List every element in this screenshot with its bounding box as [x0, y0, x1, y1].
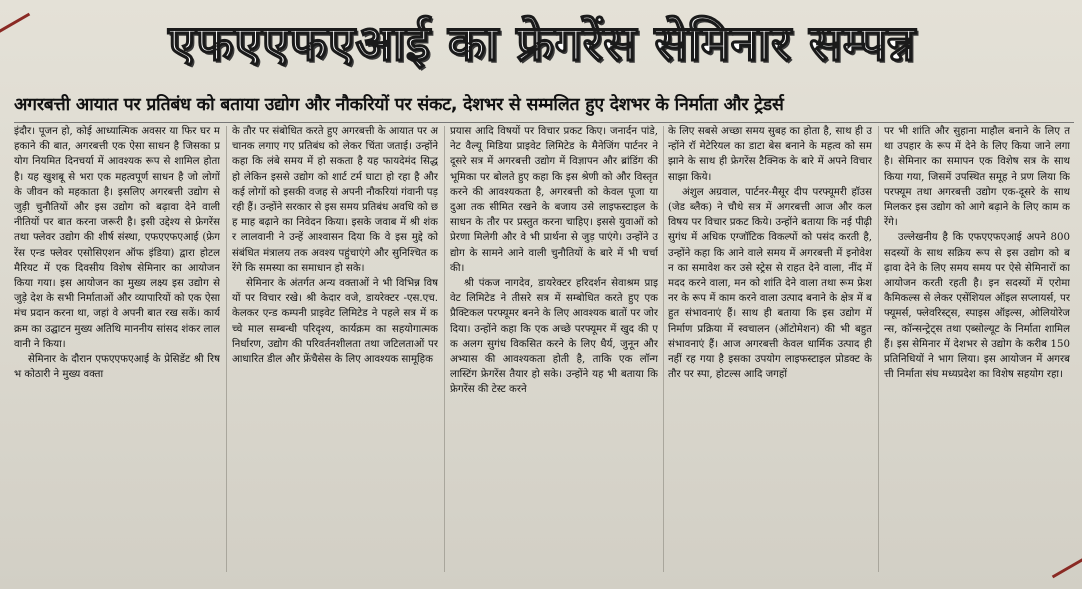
column-paragraph: श्री पंकज नागदेव, डायरेक्टर हरिदर्शन सेवाश्रम प्राइवेट लिमिटेड ने तीसरे सत्र में सम्बोधित करते हुए एक प्रैक्टिकल परफ्यूमर बनने के लिए आवश्यक बातों पर जोर दिया। उन्होंने कहा कि एक अच्छे परफ्यूमर में खुद की एक अलग सुगंध विकसित करने के लिए धैर्य, जुनून और अभ्यास की आवश्यकता होती है, ताकि एक लॉन्ग लास्टिंग फ्रेगरेंस तैयार हो सके। उन्होंने यह भी बताया कि फ्रेगरेंस की टेस्ट करने [450, 278, 658, 396]
column-paragraph: के लिए सबसे अच्छा समय सुबह का होता है, साथ ही उन्होंने रॉ मेटेरियल का डाटा बेस बनाने के महत्व को समझाने के साथ ही फ्रेगरेंस टैक्निक के बारे में अपने विचार साझा किये। [668, 126, 872, 183]
article-column-1 [14, 124, 220, 574]
column-paragraph: के तौर पर संबोधित करते हुए अगरबत्ती के आयात पर अचानक लगाए गए प्रतिबंध को लेकर चिंता जताई। उन्होंने कहा कि लंबे समय में हो सकता है यह फायदेमंद सिद्ध हो लेकिन इससे उद्योग को शार्ट टर्म घाटा हो रहा है और कई लोगों को इसकी वजह से अपनी नौकरियां गंवानी पड़ रही हैं। उन्होंने सरकार से इस समय प्रतिबंध अवधि को छह माह बढ़ाने का निवेदन किया। इसके जवाब में श्री शंकर लालवानी ने उन्हें आश्वासन दिया कि वे इस मुद्दे को संबंधित मंत्रालय तक अवश्य पहुंचाएंगे और सुनिश्चित करेंगे कि समस्या का समाधान हो सके। [232, 126, 438, 274]
divider [14, 122, 1074, 123]
column-divider [226, 126, 227, 572]
article-column-2 [232, 124, 438, 574]
headline: एफएएफएआई का फ्रेगरेंस सेमिनार सम्पन्न [168, 15, 916, 72]
column-paragraph: पर भी शांति और सुहाना माहौल बनाने के लिए तथा उपहार के रूप में देने के लिए किया जाने लगा है। सेमिनार का समापन एक विशेष सत्र के साथ किया गया, जिसमें उपस्थित समूह ने प्रण लिया कि परफ्यूम तथा अगरबत्ती उद्योग एक-दूसरे के साथ मिलकर इस उद्योग को आगे बढ़ाने के लिए काम करेंगे। [884, 126, 1070, 229]
column-paragraph: इंदौर। पूजन हो, कोई आध्यात्मिक अवसर या फिर घर महकाने की बात, अगरबत्ती एक ऐसा साधन है जिसका प्रयोग नियमित दिनचर्या में आवश्यक रूप से शामिल होता है। यह खुशबू से भरा एक महत्वपूर्ण साधन है जो लोगों के जीवन को महकाता है। इसलिए अगरबत्ती उद्योग से जुड़ी चुनौतियों और इस उद्योग को बढ़ावा देने वाली नीतियों पर बात करना जरूरी है। इसी उद्देश्य से फ्रेगरेंस तथा फ्लेवर उद्योग की शीर्ष संस्था, एफएएफएआई (फ्रेगरेंस एन्ड फ्लेवर एसोसिएशन ऑफ इंडिया) द्वारा होटल मैरियट में एक दिवसीय विशेष सेमिनार का आयोजन किया गया। इस आयोजन का मुख्य लक्ष्य इस उद्योग से जुड़े देश के सभी निर्माताओं और व्यापारियों को एक ऐसा मंच प्रदान करना था, जहां वे अपनी बात रख सकें। कार्यक्रम का उद्घाटन मुख्य अतिथि माननीय सांसद शंकर लालवानी ने किया। [14, 126, 220, 350]
article-column-4 [668, 124, 872, 574]
subheadline: अगरबत्ती आयात पर प्रतिबंध को बताया उद्योग और नौकरियों पर संकट, देशभर से सम्मलित हुए देशभर के निर्माता और ट्रेडर्स [14, 95, 784, 115]
column-divider [878, 126, 879, 572]
article-column-5 [884, 124, 1070, 574]
column-paragraph: प्रयास आदि विषयों पर विचार प्रकट किए। जनार्दन पांडे, नेट वैल्यू मिडिया प्राइवेट लिमिटेड के मैनेजिंग पार्टनर ने दूसरे सत्र में अगरबत्ती उद्योग में विज्ञापन और ब्रांडिंग की भूमिका पर बोलते हुए कहा कि इस श्रेणी को और विस्तृत करने की आवश्यकता है, अगरबत्ती को केवल पूजा या दुआ तक सीमित रखने के बजाय उसे लाइफस्टाइल के साधन के तौर पर प्रस्तुत करना चाहिए। इससे युवाओं को प्रेरणा मिलेगी और वे भी प्रार्थना से जुड़ पाएंगे। उन्होंने उद्योग के सामने आने वाली चुनौतियों के बारे में भी चर्चा की। [450, 126, 658, 274]
article-column-3 [450, 124, 658, 574]
column-paragraph: सेमिनार के अंतर्गत अन्य वक्ताओं ने भी विभिन्न विषयों पर विचार रखे। श्री केदार वजे, डायरेक्टर -एस.एच. केलकर एन्ड कम्पनी प्राइवेट लिमिटेड ने पहले सत्र में कच्चे माल सम्बन्धी परिदृश्य, कार्यक्रम का सहयोगात्मक निर्धारण, उद्योग की परिवर्तनशीलता तथा जटिलताओं पर आधारित डील और फ्रेंचैसेस के लिए आवश्यक सामूहिक [232, 278, 438, 366]
column-paragraph: सेमिनार के दौरान एफएएफएआई के प्रेसिडेंट श्री रिषभ कोठारी ने मुख्य वक्ता [14, 354, 220, 381]
column-divider [444, 126, 445, 572]
column-paragraph: उल्लेखनीय है कि एफएएफएआई अपने 800 सदस्यों के साथ सक्रिय रूप से इस उद्योग को बढ़ावा देने के लिए समय समय पर ऐसे सेमिनारों का आयोजन करती रहती है। इन सदस्यों में एरोमा कैमिकल्स से लेकर एसेंशियल ऑइल सप्लायर्स, परफ्यूमर्स, फ्लेवरिस्ट्स, स्पाइस ऑइल्स, ओलियोरेजन्स, कॉन्सन्ट्रेट्स तथा एब्सोल्यूट के निर्माता शामिल हैं। इस सेमिनार में देशभर से उद्योग के करीब 150 प्रतिनिधियों ने भाग लिया। इस आयोजन में अगरबत्ती निर्माता संघ मध्यप्रदेश का विशेष सहयोग रहा। [884, 232, 1070, 381]
column-divider [663, 126, 664, 572]
column-paragraph: अंशुल अग्रवाल, पार्टनर-मैसूर दीप परफ्यूमरी हॉउस (जेड ब्लैक) ने चौथे सत्र में अगरबत्ती आज और कल विषय पर विचार प्रकट किये। उन्होंने बताया कि नई पीढ़ी सुगंध में अधिक एग्जॉटिक विकल्पों को पसंद करती है, उन्होंने कहा कि आने वाले समय में अगरबत्ती में इनोवेशन का समावेश कर उसे स्ट्रेस से राहत देने वाला, नींद में मदद करने वाला, मन को शांति देने वाला तथा रूम फ्रेशनर के रूप में काम करने वाला उत्पाद बनाने के क्षेत्र में बहुत संभावनाएं हैं। साथ ही बताया कि इस उद्योग में निर्माण प्रक्रिया में स्वचालन (ऑटोमेशन) की भी बहुत संभावनाएं हैं। आज अगरबत्ती केवल धार्मिक उत्पाद ही नहीं रह गया है इसका उपयोग लाइफस्टाइल प्रोडक्ट के तौर पर स्पा, होटल्स आदि जगहों [668, 186, 872, 381]
